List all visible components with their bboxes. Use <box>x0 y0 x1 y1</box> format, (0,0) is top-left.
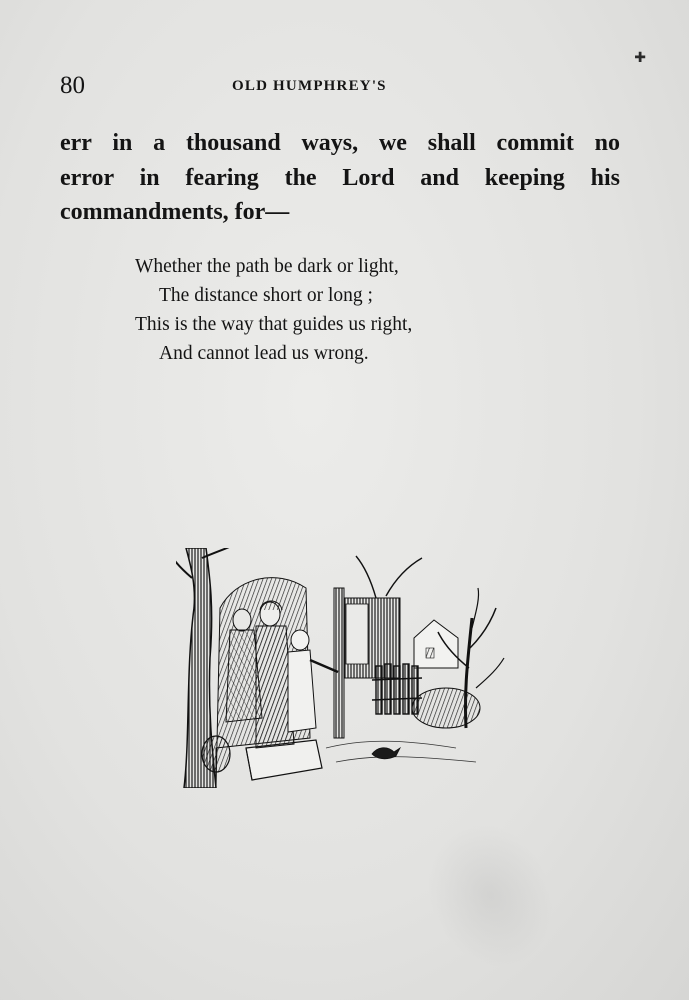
poem-line: Whether the path be dark or light, <box>135 256 399 277</box>
body-line: error in fearing the Lord and keeping his <box>60 164 620 191</box>
body-line: commandments, for— <box>60 199 290 225</box>
body-line: err in a thousand ways, we shall commit no <box>60 130 620 156</box>
poem-stanza <box>135 252 555 368</box>
poem-line: The distance short or long ; <box>159 285 373 306</box>
corner-mark-icon: ✚ <box>634 50 646 66</box>
body-paragraph <box>60 126 620 230</box>
engraving-children-by-garden-gate-icon <box>176 548 506 788</box>
poem-line: This is the way that guides us right, <box>135 314 413 335</box>
poem-line: And cannot lead us wrong. <box>159 343 369 364</box>
paper-stain <box>404 802 576 989</box>
page-header <box>60 72 620 108</box>
page-number: 80 <box>60 72 85 99</box>
running-head: OLD HUMPHREY'S <box>232 78 387 94</box>
